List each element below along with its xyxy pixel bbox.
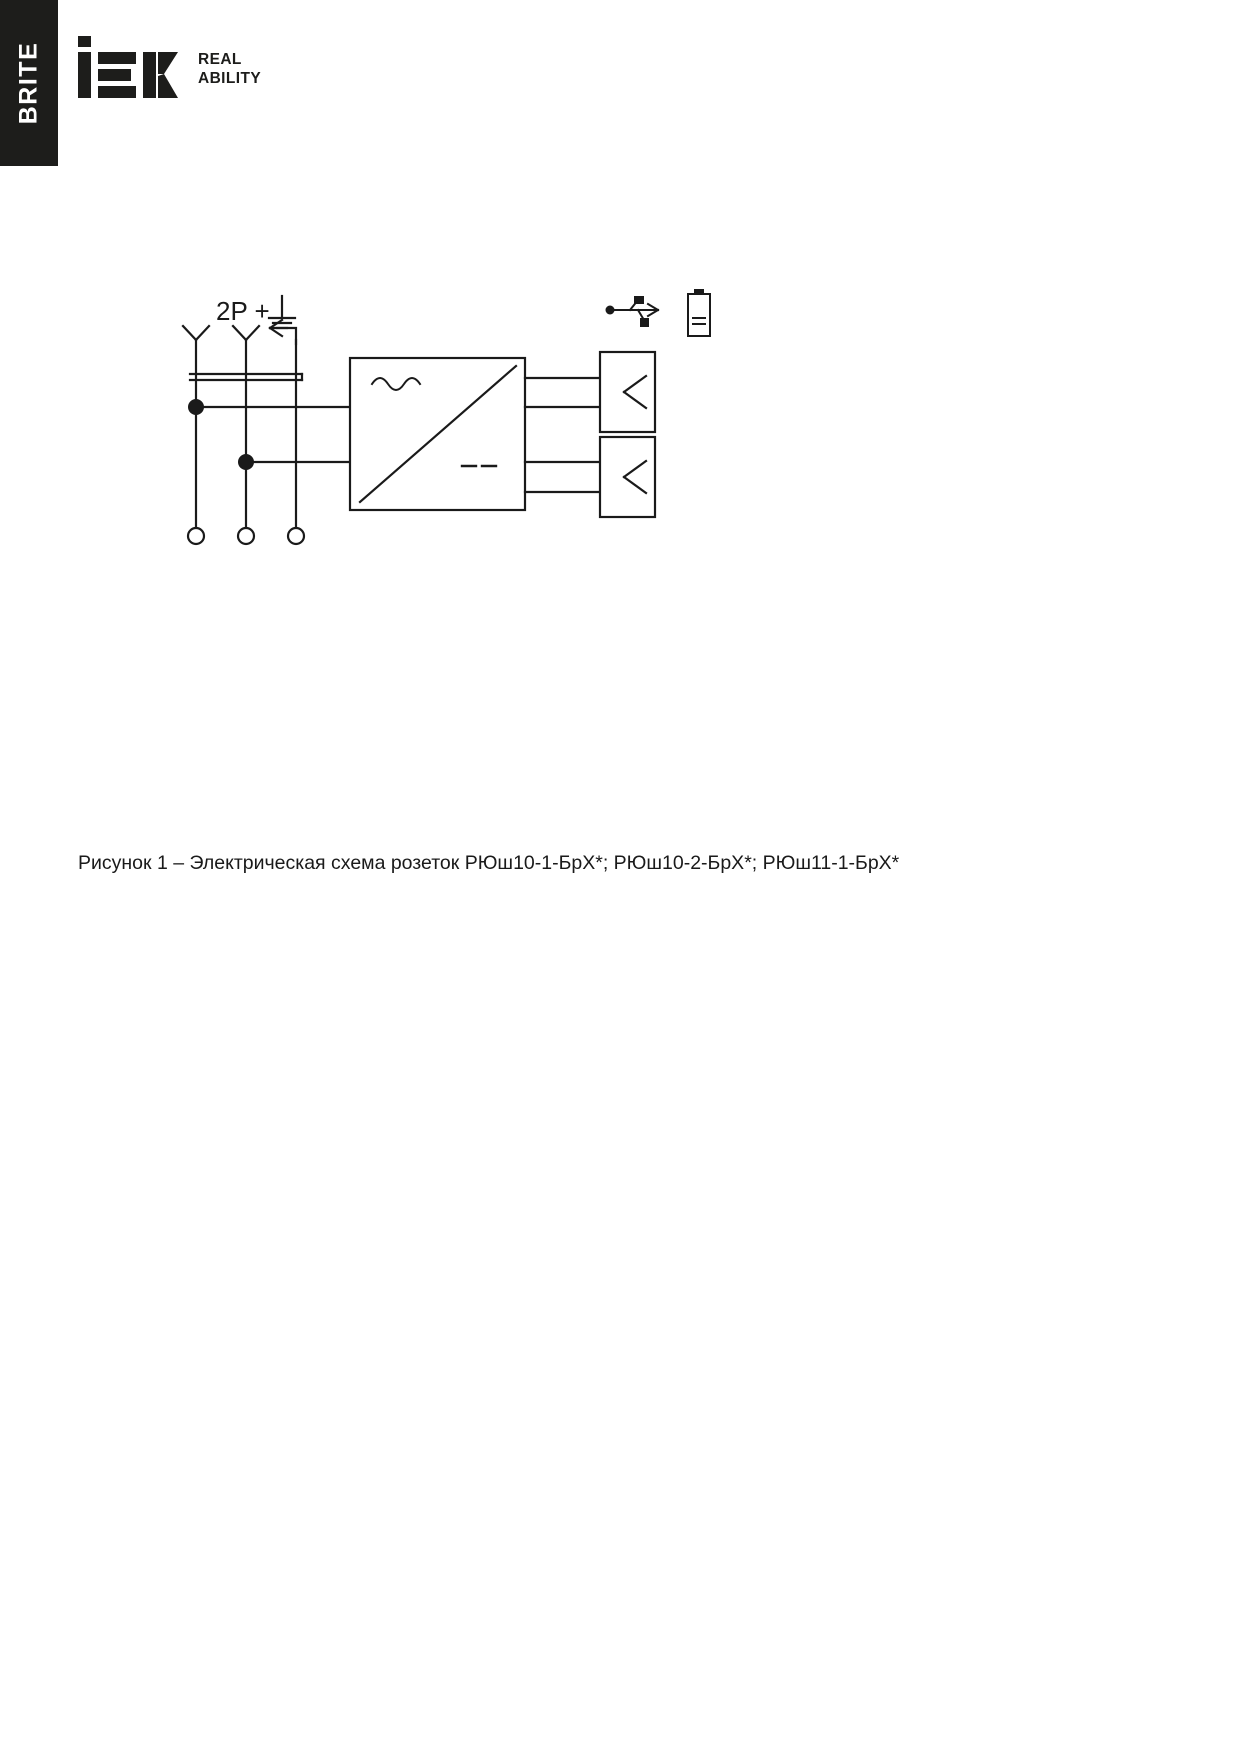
logo-tagline-line2: ABILITY bbox=[198, 69, 262, 87]
ac-dc-converter-block bbox=[350, 358, 525, 510]
logo bbox=[78, 36, 261, 103]
usb-socket-2 bbox=[600, 437, 655, 517]
usb-socket-1 bbox=[600, 352, 655, 432]
terminal-pin-3-earth bbox=[270, 320, 304, 544]
schematic-figure bbox=[110, 270, 870, 600]
earth-ground-symbol bbox=[269, 296, 295, 328]
iek-logo-icon bbox=[78, 36, 186, 103]
battery-icon bbox=[688, 289, 710, 336]
figure-caption: Рисунок 1 – Электрическая схема розеток РЮш10-1-БрX*; РЮш10-2-БрX*; РЮш11-1-БрX* bbox=[78, 852, 900, 874]
terminal-label: 2P + bbox=[216, 296, 270, 326]
terminal-pin-1 bbox=[183, 326, 209, 544]
logo-tagline bbox=[198, 51, 261, 88]
usb-icon bbox=[606, 296, 659, 327]
logo-tagline-line1: REAL bbox=[198, 51, 242, 69]
terminal-pin-2 bbox=[233, 326, 259, 544]
brand-vertical-tab-label: BRITE bbox=[14, 41, 43, 125]
brand-vertical-tab bbox=[0, 0, 58, 166]
